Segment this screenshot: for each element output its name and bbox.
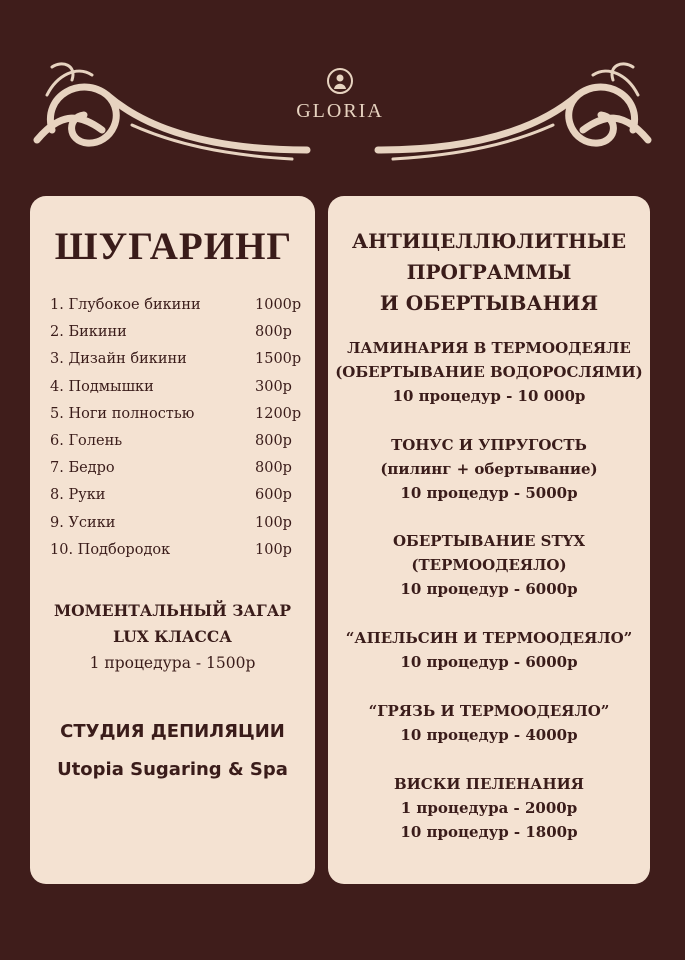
service-price: 100р [255, 541, 292, 558]
service-price: 300р [255, 378, 292, 395]
price-row [50, 537, 305, 564]
header [0, 0, 685, 185]
studio-title: СТУДИЯ ДЕПИЛЯЦИИ [60, 721, 285, 742]
service-price: 800р [255, 432, 292, 449]
program-list [328, 336, 650, 844]
logo [290, 68, 390, 123]
program-item [328, 529, 650, 601]
service-name: 4. Подмышки [50, 378, 154, 395]
tan-price: 1 процедура - 1500р [89, 654, 256, 672]
program-price: 1 процедура - 2000р [400, 799, 578, 817]
program-name: ЛАМИНАРИЯ В ТЕРМООДЕЯЛЕ [347, 339, 631, 357]
service-name: 10. Подбородок [50, 541, 171, 558]
program-item [328, 626, 650, 674]
service-name: 3. Дизайн бикини [50, 351, 187, 368]
anticellulite-panel [328, 196, 650, 884]
right-ornament-icon [373, 55, 663, 165]
price-row [50, 455, 305, 482]
service-price: 1200р [255, 405, 302, 422]
program-name: “ГРЯЗЬ И ТЕРМООДЕЯЛО” [368, 702, 610, 720]
program-item [328, 699, 650, 747]
program-item [328, 772, 650, 844]
tan-title: МОМЕНТАЛЬНЫЙ ЗАГАР [53, 601, 292, 620]
title-line: И ОБЕРТЫВАНИЯ [379, 291, 599, 315]
logo-text: GLORIA [296, 100, 384, 122]
instant-tan-block [30, 598, 315, 676]
service-name: 8. Руки [50, 487, 106, 504]
anticellulite-title [328, 226, 650, 319]
price-row [50, 510, 305, 537]
tan-subtitle: LUX КЛАССА [113, 627, 232, 646]
studio-name: Utopia Sugaring & Spa [57, 759, 288, 780]
logo-emblem-icon [327, 68, 353, 94]
program-subtitle: (пилинг + обертывание) [380, 460, 598, 478]
price-row [50, 401, 305, 428]
program-price: 10 процедур - 6000р [400, 653, 578, 671]
price-row [50, 346, 305, 373]
service-price: 1500р [255, 351, 302, 368]
program-subtitle: (ОБЕРТЫВАНИЕ ВОДОРОСЛЯМИ) [335, 363, 643, 381]
program-price: 10 процедур - 6000р [400, 580, 578, 598]
program-price: 10 процедур - 5000р [400, 484, 578, 502]
price-row [50, 428, 305, 455]
service-name: 6. Голень [50, 432, 123, 449]
service-price: 600р [255, 487, 292, 504]
price-row [50, 319, 305, 346]
service-name: 2. Бикини [50, 324, 127, 341]
program-name: ТОНУС И УПРУГОСТЬ [391, 436, 587, 454]
sugaring-panel [30, 196, 315, 884]
studio-block [30, 713, 315, 789]
left-ornament-icon [22, 55, 312, 165]
price-row [50, 292, 305, 319]
service-price: 800р [255, 324, 292, 341]
program-name: ОБЕРТЫВАНИЕ STYX [392, 532, 586, 550]
program-item [328, 336, 650, 408]
sugaring-price-list [50, 292, 305, 564]
service-price: 1000р [255, 297, 302, 313]
program-price: 10 процедур - 10 000р [392, 387, 586, 405]
price-row [50, 374, 305, 401]
service-price: 800р [255, 460, 292, 477]
price-row [50, 482, 305, 509]
sugaring-title: ШУГАРИНГ [54, 225, 293, 268]
program-price: 10 процедур - 4000р [400, 726, 578, 744]
program-item [328, 433, 650, 505]
service-name: 5. Ноги полностью [50, 405, 195, 422]
title-line: ПРОГРАММЫ [406, 260, 572, 284]
service-name: 7. Бедро [50, 460, 115, 477]
service-name: 1. Глубокое бикини [50, 297, 201, 313]
program-name: ВИСКИ ПЕЛЕНАНИЯ [393, 775, 585, 793]
title-line: АНТИЦЕЛЛЮЛИТНЫЕ [351, 229, 627, 253]
program-price: 10 процедур - 1800р [400, 823, 578, 841]
service-price: 100р [255, 514, 292, 531]
program-name: “АПЕЛЬСИН И ТЕРМООДЕЯЛО” [345, 629, 633, 647]
service-name: 9. Усики [50, 514, 116, 531]
program-subtitle: (ТЕРМООДЕЯЛО) [411, 556, 567, 574]
